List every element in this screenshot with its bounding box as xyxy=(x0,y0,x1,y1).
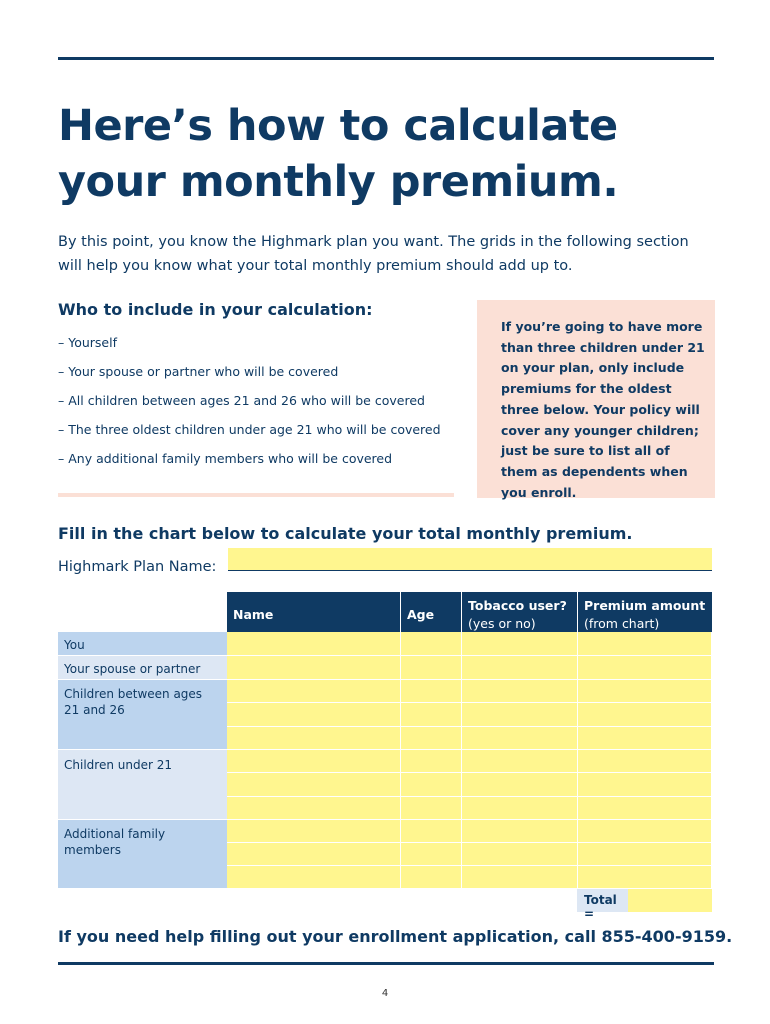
cell-premium[interactable] xyxy=(578,773,712,797)
cell-name[interactable] xyxy=(227,773,401,797)
who-list xyxy=(58,334,468,479)
cell-tobacco[interactable] xyxy=(462,632,578,656)
header-premium-sub: (from chart) xyxy=(584,616,660,631)
row-label-children-under-21 xyxy=(58,750,227,820)
total-field[interactable] xyxy=(628,889,712,912)
cell-name[interactable] xyxy=(227,727,401,750)
row-label-children-21-26 xyxy=(58,680,227,750)
cell-premium[interactable] xyxy=(578,632,712,656)
cell-age[interactable] xyxy=(401,797,462,820)
page-title-line-1: Here’s how to calculate xyxy=(58,101,618,151)
bottom-rule xyxy=(58,962,714,965)
cell-name[interactable] xyxy=(227,843,401,866)
callout-box xyxy=(477,300,715,498)
cell-premium[interactable] xyxy=(578,703,712,727)
cell-premium[interactable] xyxy=(578,750,712,773)
row-label-children-under-21-text: Children under 21 xyxy=(64,758,172,772)
cell-premium[interactable] xyxy=(578,656,712,680)
cell-tobacco[interactable] xyxy=(462,866,578,889)
header-age xyxy=(401,592,462,632)
cell-premium[interactable] xyxy=(578,727,712,750)
cell-name[interactable] xyxy=(227,797,401,820)
cell-premium[interactable] xyxy=(578,843,712,866)
cell-name[interactable] xyxy=(227,703,401,727)
row-label-spouse xyxy=(58,656,227,680)
cell-age[interactable] xyxy=(401,632,462,656)
help-line: If you need help filling out your enrollment application, call 855-400-9159. xyxy=(58,927,733,946)
page-title xyxy=(58,98,698,210)
row-label-you xyxy=(58,632,227,656)
cell-age[interactable] xyxy=(401,773,462,797)
list-item: – Yourself xyxy=(58,335,117,350)
cell-age[interactable] xyxy=(401,680,462,703)
cell-name[interactable] xyxy=(227,632,401,656)
row-label-additional xyxy=(58,820,227,889)
cell-age[interactable] xyxy=(401,820,462,843)
page-number: 4 xyxy=(381,988,389,999)
cell-premium[interactable] xyxy=(578,797,712,820)
total-label xyxy=(577,889,628,921)
top-rule xyxy=(58,57,714,60)
cell-tobacco[interactable] xyxy=(462,820,578,843)
header-age-label: Age xyxy=(407,607,435,622)
plan-name-label: Highmark Plan Name: xyxy=(58,559,217,575)
cell-age[interactable] xyxy=(401,727,462,750)
cell-age[interactable] xyxy=(401,866,462,889)
list-item: – The three oldest children under age 21 who will be covered xyxy=(58,422,441,437)
cell-premium[interactable] xyxy=(578,866,712,889)
cell-tobacco[interactable] xyxy=(462,727,578,750)
chart-heading: Fill in the chart below to calculate your total monthly premium. xyxy=(58,524,633,543)
header-tobacco-sub: (yes or no) xyxy=(468,616,536,631)
cell-tobacco[interactable] xyxy=(462,750,578,773)
cell-tobacco[interactable] xyxy=(462,773,578,797)
cell-premium[interactable] xyxy=(578,820,712,843)
total-label-text: Total = xyxy=(584,893,617,921)
list-item: – Your spouse or partner who will be covered xyxy=(58,364,339,379)
who-heading: Who to include in your calculation: xyxy=(58,300,373,319)
cell-tobacco[interactable] xyxy=(462,797,578,820)
header-name-label: Name xyxy=(233,607,274,622)
cell-age[interactable] xyxy=(401,843,462,866)
row-label-children-21-26-text: Children between ages 21 and 26 xyxy=(64,687,203,717)
intro-paragraph: By this point, you know the Highmark plan you want. The grids in the following section will help you know what your total monthly premium should add up to. xyxy=(58,234,689,274)
header-name xyxy=(227,592,401,632)
cell-name[interactable] xyxy=(227,820,401,843)
cell-tobacco[interactable] xyxy=(462,843,578,866)
callout-text: If you’re going to have more than three children under 21 on your plan, only include premiums for the oldest three below. Your policy will cover any younger children; just be sure to list all of them as dependents when you enroll. xyxy=(501,319,705,500)
row-label-you-text: You xyxy=(64,638,85,652)
cell-premium[interactable] xyxy=(578,680,712,703)
cell-age[interactable] xyxy=(401,750,462,773)
cell-name[interactable] xyxy=(227,866,401,889)
cell-name[interactable] xyxy=(227,656,401,680)
row-label-spouse-text: Your spouse or partner xyxy=(64,662,201,676)
list-item: – All children between ages 21 and 26 who will be covered xyxy=(58,393,425,408)
section-divider xyxy=(58,493,454,497)
header-premium xyxy=(578,592,712,632)
header-tobacco xyxy=(462,592,578,632)
row-label-additional-text: Additional family members xyxy=(64,827,166,857)
header-premium-label: Premium amount xyxy=(584,598,706,613)
page-title-line-2: your monthly premium. xyxy=(58,157,619,207)
cell-name[interactable] xyxy=(227,750,401,773)
header-tobacco-label: Tobacco user? xyxy=(468,598,567,613)
cell-age[interactable] xyxy=(401,656,462,680)
cell-tobacco[interactable] xyxy=(462,703,578,727)
list-item: – Any additional family members who will be covered xyxy=(58,451,393,466)
cell-tobacco[interactable] xyxy=(462,656,578,680)
plan-name-field[interactable] xyxy=(228,548,712,571)
cell-tobacco[interactable] xyxy=(462,680,578,703)
cell-age[interactable] xyxy=(401,703,462,727)
cell-name[interactable] xyxy=(227,680,401,703)
